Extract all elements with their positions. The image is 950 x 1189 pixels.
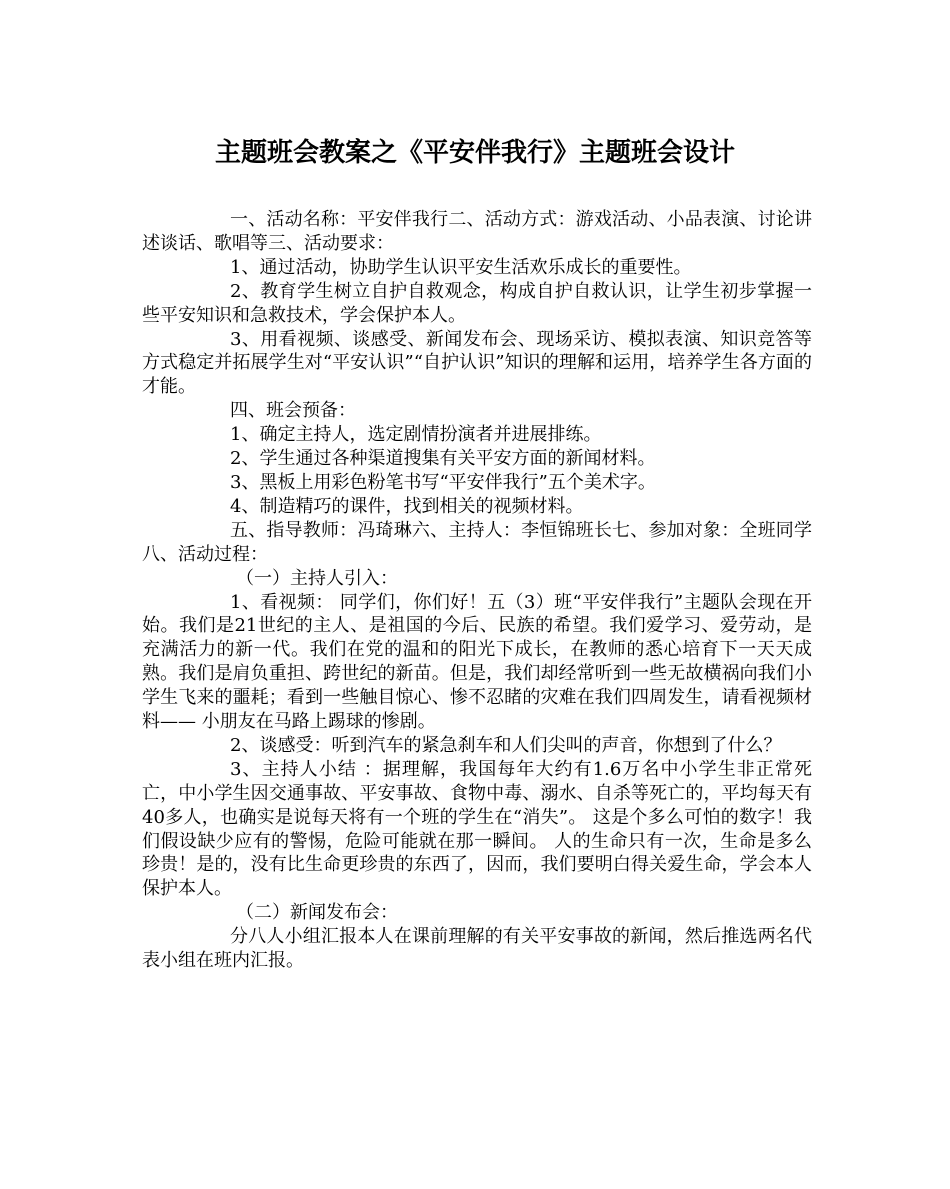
paragraph-section-news: （二）新闻发布会： [236, 902, 398, 924]
paragraph-feelings: 2、谈感受：听到汽车的紧急刹车和人们尖叫的声音，你想到了什么？ [230, 734, 782, 756]
paragraph-requirement-1: 1、通过活动，协助学生认识平安生活欢乐成长的重要性。 [230, 256, 692, 278]
paragraph-host-summary: 3、主持人小结 ：据理解，我国每年大约有1.6万名中小学生非正常死亡，中小学生因交通事故、平安事故、食物中毒、溺水、自杀等死亡的，平均每天有40多人，也确实是说每天将有一个班的学生在“消失”。 这是个多么可怕的数字！我们假设缺少应有的警惕，危险可能就在那一瞬间。 人的生命只有一次，生命是多么珍贵！是的，没有比生命更珍贵的东西了，因而，我们要明白得关爱生命，学会本人保护本人。 [142, 758, 812, 900]
paragraph-watch-video: 1、看视频： 同学们，你们好！五（3）班“平安伴我行”主题队会现在开始。我们是21世纪的主人、是祖国的今后、民族的希望。我们爱学习、爱劳动，是充满活力的新一代。我们在党的温和的阳光下成长，在教师的悉心培育下一天天成熟。我们是肩负重担、跨世纪的新苗。但是，我们却经常听到一些无故横祸向我们小学生飞来的噩耗；看到一些触目惊心、惨不忍睹的灾难在我们四周发生，请看视频材料—— 小朋友在马路上踢球的惨剧。 [142, 591, 812, 733]
paragraph-requirement-3: 3、用看视频、谈感受、新闻发布会、现场采访、模拟表演、知识竞答等方式稳定并拓展学生对“平安认识”“自护认识”知识的理解和运用，培养学生各方面的才能。 [142, 328, 812, 398]
paragraph-preparation-3: 3、黑板上用彩色粉笔书写“平安伴我行”五个美术字。 [230, 471, 656, 493]
paragraph-preparation-4: 4、制造精巧的课件，找到相关的视频材料。 [230, 495, 584, 517]
document-title: 主题班会教案之《平安伴我行》主题班会设计 [214, 138, 735, 168]
paragraph-preparation-2: 2、学生通过各种渠道搜集有关平安方面的新闻材料。 [230, 448, 656, 470]
paragraph-activity-overview: 一、活动名称：平安伴我行二、活动方式：游戏活动、小品表演、讨论讲述谈话、歌唱等三、活动要求： [142, 209, 812, 254]
paragraph-requirement-2: 2、教育学生树立自护自救观念，构成自护自救认识，让学生初步掌握一些平安知识和急救技术，学会保护本人。 [142, 280, 812, 326]
paragraph-section-host-intro: （一）主持人引入： [236, 567, 398, 589]
paragraph-teacher-host: 五、指导教师：冯琦琳六、主持人：李恒锦班长七、参加对象：全班同学八、活动过程： [142, 519, 812, 565]
paragraph-preparation-1: 1、确定主持人，选定剧情扮演者并进展排练。 [230, 424, 602, 446]
document-body [142, 208, 812, 973]
paragraph-news-groups: 分八人小组汇报本人在课前理解的有关平安事故的新闻，然后推选两名代表小组在班内汇报。 [142, 926, 812, 972]
paragraph-preparation-heading: 四、班会预备： [230, 400, 356, 422]
